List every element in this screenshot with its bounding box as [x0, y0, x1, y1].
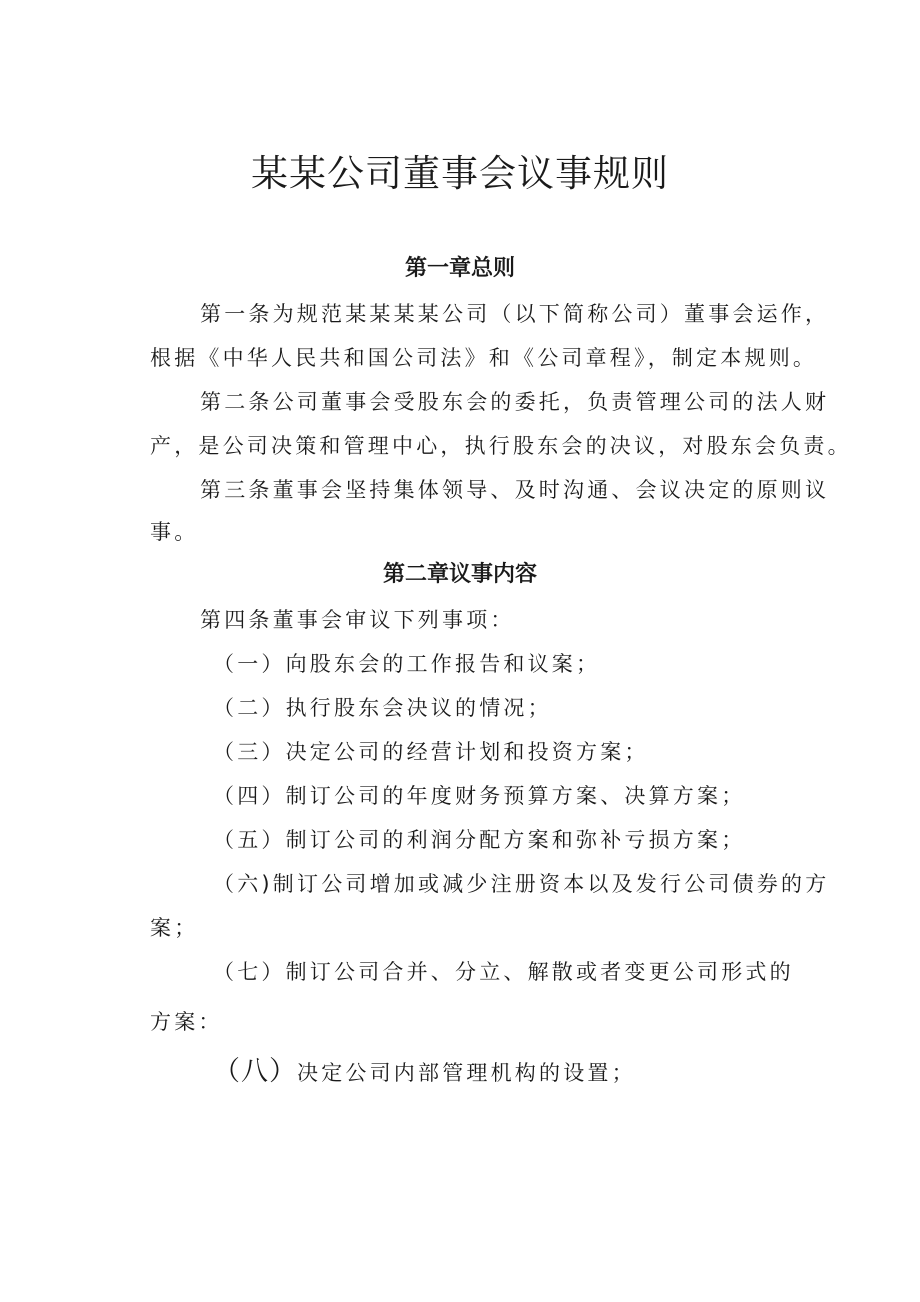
- article-2-line-1: 第二条公司董事会受股东会的委托，负责管理公司的法人财: [200, 390, 830, 414]
- list-item-5: （五）制订公司的利润分配方案和弥补亏损方案；: [213, 828, 746, 852]
- article-4-line: 第四条董事会审议下列事项：: [200, 608, 515, 632]
- article-1-line-1: 第一条为规范某某某某公司（以下简称公司）董事会运作，: [200, 302, 830, 326]
- list-item-7-line-2: 方案：: [150, 1010, 223, 1034]
- list-item-6-line-2: 案；: [150, 916, 199, 940]
- list-item-2: （二）执行股东会决议的情况；: [213, 696, 552, 720]
- list-item-8: [213, 1056, 636, 1088]
- chapter-heading-1: 第一章总则: [404, 256, 515, 281]
- list-item-1: （一）向股东会的工作报告和议案；: [213, 652, 601, 676]
- article-3-line-2: 事。: [150, 520, 199, 544]
- article-3-line-1: 第三条董事会坚持集体领导、及时沟通、会议决定的原则议: [200, 478, 830, 502]
- document-title: 某某公司董事会议事规则: [251, 152, 669, 195]
- article-2-line-2: 产，是公司决策和管理中心，执行股东会的决议，对股东会负责。: [150, 434, 852, 458]
- chapter-heading-2: 第二章议事内容: [382, 562, 537, 587]
- list-item-8-number: （八）: [213, 1056, 297, 1087]
- list-item-7-line-1: （七）制订公司合并、分立、解散或者变更公司形式的: [213, 960, 794, 984]
- article-1-line-2: 根据《中华人民共和国公司法》和《公司章程》，制定本规则。: [150, 346, 818, 370]
- list-item-6-line-1: （六)制订公司增加或减少注册资本以及发行公司债券的方: [213, 872, 830, 896]
- list-item-8-text: 决定公司内部管理机构的设置；: [297, 1061, 636, 1085]
- list-item-3: （三）决定公司的经营计划和投资方案；: [213, 740, 649, 764]
- list-item-4: （四）制订公司的年度财务预算方案、决算方案；: [213, 784, 746, 808]
